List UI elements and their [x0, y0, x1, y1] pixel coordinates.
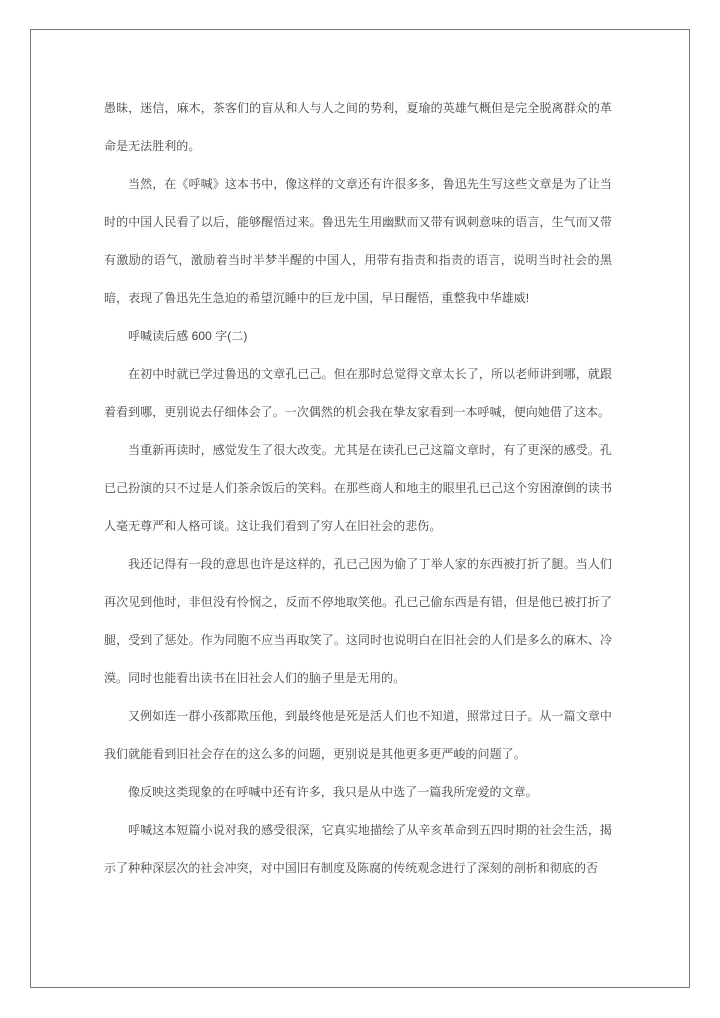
page-border	[30, 29, 690, 988]
paragraph-2: 当然，在《呼喊》这本书中，像这样的文章还有许很多多，鲁迅先生写这些文章是为了让当时的中国人民看了以后，能够醒悟过来。鲁迅先生用幽默而又带有讽刺意味的语言，生气而又带有激励的语气，激励着当时半梦半醒的中国人，用带有指责和指责的语言，说明当时社会的黑暗，表现了鲁迅先生急迫的希望沉睡中的巨龙中国，早日醒悟，重整我中华雄威!	[104, 177, 612, 305]
paragraph-9: 呼喊这本短篇小说对我的感受很深，它真实地描绘了从辛亥革命到五四时期的社会生活，揭示了种种深层次的社会冲突，对中国旧有制度及陈腐的传统观念进行了深刻的剖析和彻底的否	[104, 823, 612, 875]
paragraph-5: 当重新再读时，感觉发生了很大改变。尤其是在读孔已己这篇文章时，有了更深的感受。孔已己扮演的只不过是人们茶余饭后的笑料。在那些商人和地主的眼里孔已己这个穷困潦倒的读书人毫无尊严和人格可谈。这让我们看到了穷人在旧社会的悲伤。	[104, 443, 612, 533]
paragraph-6: 我还记得有一段的意思也许是这样的，孔已己因为偷了丁举人家的东西被打折了腿。当人们再次见到他时，非但没有怜悯之，反而不停地取笑他。孔已己偷东西是有错，但是他已被打折了腿，受到了惩处。作为同胞不应当再取笑了。这同时也说明白在旧社会的人们是多么的麻木、冷漠。同时也能看出读书在旧社会人们的脑子里是无用的。	[104, 557, 612, 685]
paragraph-4: 在初中时就已学过鲁迅的文章孔已己。但在那时总觉得文章太长了，所以老师讲到哪，就跟着看到哪，更别说去仔细体会了。一次偶然的机会我在挚友家看到一本呼喊，便向她借了这本。	[104, 367, 612, 419]
paragraph-7: 又例如连一群小孩都欺压他，到最终他是死是活人们也不知道，照常过日子。从一篇文章中我们就能看到旧社会存在的这么多的问题，更别说是其他更多更严峻的问题了。	[104, 709, 612, 761]
document-body	[104, 89, 612, 887]
paragraph-8: 像反映这类现象的在呼喊中还有许多，我只是从中选了一篇我所宠爱的文章。	[128, 785, 538, 799]
section-heading: 呼喊读后感 600 字(二)	[128, 329, 248, 343]
paragraph-continuation: 愚昧，迷信，麻木，茶客们的盲从和人与人之间的势利，夏瑜的英雄气概但是完全脱离群众的革命是无法胜利的。	[104, 101, 612, 153]
